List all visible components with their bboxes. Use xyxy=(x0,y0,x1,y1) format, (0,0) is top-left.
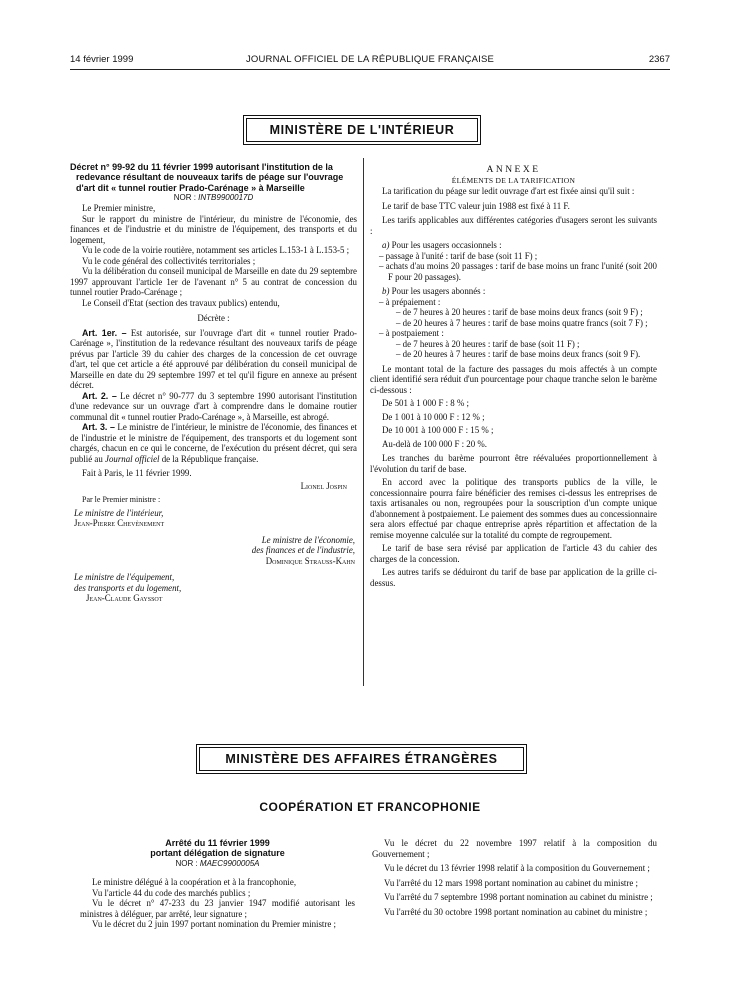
signature-economie-title-1: Le ministre de l'économie, xyxy=(261,534,355,545)
annexe-column xyxy=(370,165,657,588)
arrete-paragraph: Vu le décret du 22 novembre 1997 relatif à la composition du Gouvernement ; xyxy=(372,838,657,859)
annexe-heading: ANNEXE xyxy=(486,165,541,175)
decret-paragraph: Vu le code de la voirie routière, notamment ses articles L.153-1 à L.153-5 ; xyxy=(82,245,350,256)
signature-equipement-title-1: Le ministre de l'équipement, xyxy=(74,572,175,583)
arrete-paragraph: Vu l'article 44 du code des marchés publics ; xyxy=(92,887,251,898)
decret-article-1: Art. 1er. – Est autorisée, sur l'ouvrage d'art dit « tunnel routier Prado-Carénage », l'institution de la redevance résultant des nouveaux tarifs de péage prévus par l'article 39 du cahier des charges de la concession de cet ouvrage d'art, tel que cet article a été approuvé par délibération du conseil municipal de Marseille en date du 29 septembre 1997 et tel qu'il figure en annexe au présent décret. xyxy=(70,327,357,391)
annexe-paragraph: Le tarif de base sera révisé par application de l'article 43 du cahier des charges de la concession. xyxy=(370,543,657,564)
page-header xyxy=(70,54,670,68)
annexe-paragraph: Le tarif de base TTC valeur juin 1988 est fixé à 11 F. xyxy=(382,200,570,211)
bareme-tranche: De 1 001 à 10 000 F : 12 % ; xyxy=(382,411,485,422)
bareme-tranche: Au-delà de 100 000 F : 20 %. xyxy=(382,438,488,449)
ministry-heading-interieur: MINISTÈRE DE L'INTÉRIEUR xyxy=(246,118,478,142)
arrete-title: Arrêté du 11 février 1999 xyxy=(165,838,270,848)
annexe-paragraph: Le montant total de la facture des passages du mois affectés à un compte client identifié sera réduit d'un pourcentage pour chaque tranche selon le barème ci-dessous : xyxy=(370,363,657,395)
header-rule xyxy=(70,69,670,70)
signature-equipement-title-2: des transports et du logement, xyxy=(74,582,182,593)
decret-nor-code: INTB9900017D xyxy=(198,192,254,202)
annexe-list-item: – passage à l'unité : tarif de base (soit 11 F) ; xyxy=(379,250,538,261)
annexe-paragraph: La tarification du péage sur ledit ouvrage d'art est fixée ainsi qu'il suit : xyxy=(382,186,635,196)
annexe-list-item: – de 20 heures à 7 heures : tarif de base moins deux francs (soit 9 F). xyxy=(396,349,641,359)
header-page-number: 2367 xyxy=(648,54,670,65)
decret-paragraph: Vu le code général des collectivités territoriales ; xyxy=(82,255,256,266)
arrete-paragraph: Vu l'arrêté du 30 octobre 1998 portant nomination au cabinet du ministre ; xyxy=(384,906,648,917)
bareme-tranche: De 501 à 1 000 F : 8 % ; xyxy=(382,398,470,408)
decret-paragraph: Le Conseil d'Etat (section des travaux publics) entendu, xyxy=(82,297,280,308)
bareme-tranche: De 10 001 à 100 000 F : 15 % ; xyxy=(382,425,494,435)
decret-paragraph: Vu la délibération du conseil municipal de Marseille en date du 29 septembre 1997 approuvant l'article 1er de l'avenant n° 5 au contrat de concession du tunnel routier Prado-Carénage ; xyxy=(70,266,357,298)
annexe-list-item: – à prépaiement : xyxy=(379,296,441,307)
arrete-subtitle: portant délégation de signature xyxy=(150,848,285,859)
header-journal-title: JOURNAL OFFICIEL DE LA RÉPUBLIQUE FRANÇAISE xyxy=(245,54,495,65)
arrete-paragraph: Vu l'arrêté du 12 mars 1998 portant nomination au cabinet du ministre ; xyxy=(384,877,638,888)
decret-column xyxy=(70,162,357,604)
arrete-paragraph: Vu l'arrêté du 7 septembre 1998 portant nomination au cabinet du ministre ; xyxy=(384,892,653,902)
column-divider xyxy=(363,158,364,686)
arrete-paragraph: Vu le décret du 13 février 1998 relatif à la composition du Gouvernement ; xyxy=(384,863,650,873)
decret-fait: Fait à Paris, le 11 février 1999. xyxy=(82,468,192,479)
arrete-column-right xyxy=(372,838,657,917)
arrete-paragraph: Vu le décret du 2 juin 1997 portant nomination du Premier ministre ; xyxy=(92,919,336,930)
arrete-nor-code: MAEC9900005A xyxy=(199,858,260,868)
annexe-paragraph: Les autres tarifs se déduiront du tarif de base par application de la grille ci-dessus. xyxy=(370,567,657,588)
annexe-subheading: ÉLÉMENTS DE LA TARIFICATION xyxy=(451,175,576,185)
decret-article-3: Art. 3. – Le ministre de l'intérieur, le ministre de l'économie, des finances et de l'industrie et le ministre de l'équipement, des transports et du logement sont chargés, chacun en ce qui le concerne, de l'exécution du présent décret, qui sera publié au Journal officiel de la République française. xyxy=(70,422,357,464)
signature-interieur-title: Le ministre de l'intérieur, xyxy=(74,507,164,518)
signature-equipement-name: Jean-Claude Gayssot xyxy=(86,593,163,604)
decret-decrete: Décrète : xyxy=(197,313,230,324)
annexe-list-item: – achats d'au moins 20 passages : tarif de base moins un franc l'unité (soit 200 F pour 20 passages). xyxy=(379,261,657,282)
par-le-premier-ministre: Par le Premier ministre : xyxy=(82,495,161,505)
decret-article-2: Art. 2. – Le décret n° 90-777 du 3 septembre 1990 autorisant l'institution d'une redevance sur un ouvrage d'art à comprendre dans le domaine routier communal dit « tunnel routier Prado-Carénage », à Marseille, est abrogé. xyxy=(70,390,357,422)
arrete-paragraph: Le ministre délégué à la coopération et à la francophonie, xyxy=(92,877,297,888)
annexe-paragraph: Les tarifs applicables aux différentes catégories d'usagers seront les suivants : xyxy=(370,215,657,236)
annexe-paragraph: En accord avec la politique des transports publics de la ville, le concessionnaire pourra faire bénéficier des remises ci-dessus les entreprises de taxis artisanales ou non, regroupées pour la souscription d'un compte unique d'abonnement à postpaiement. Le paiement des sommes dues au concessionnaire sera alors effectué par chaque entreprise après répartition et affectation de la remise moyenne calculée sur la totalité du compte de regroupement. xyxy=(370,477,657,540)
decret-nor: NOR : INTB9900017D xyxy=(173,192,254,202)
signature-economie-name: Dominique Strauss-Kahn xyxy=(265,555,355,566)
signature-economie-title-2: des finances et de l'industrie, xyxy=(251,545,355,556)
annexe-paragraph: Les tranches du barème pourront être réévaluées proportionnellement à l'évolution du tarif de base. xyxy=(370,453,657,474)
decret-title: Décret n° 99-92 du 11 février 1999 autorisant l'institution de la redevance résultant de nouveaux tarifs de péage sur l'ouvrage d'art dit « tunnel routier Prado-Carénage » à Marseille xyxy=(70,162,344,193)
annexe-list-item: – à postpaiement : xyxy=(379,328,444,338)
annexe-case-b: b) Pour les usagers abonnés : xyxy=(382,286,486,296)
annexe-case-a: a) Pour les usagers occasionnels : xyxy=(382,240,502,250)
arrete-paragraph: Vu le décret n° 47-233 du 23 janvier 1947 modifié autorisant les ministres à déléguer, par arrêté, leur signature ; xyxy=(80,898,355,919)
arrete-nor: NOR : MAEC9900005A xyxy=(175,858,260,868)
annexe-list-item: – de 7 heures à 20 heures : tarif de base (soit 11 F) ; xyxy=(396,338,580,349)
signature-premier-ministre: Lionel Jospin xyxy=(300,480,347,491)
annexe-list-item: – de 7 heures à 20 heures : tarif de base moins deux francs (soit 9 F) ; xyxy=(396,307,643,317)
ministry-heading-affaires-etrangeres: MINISTÈRE DES AFFAIRES ÉTRANGÈRES xyxy=(199,747,524,771)
section-heading-cooperation: COOPÉRATION ET FRANCOPHONIE xyxy=(259,800,481,814)
signature-interieur-name: Jean-Pierre Chevènement xyxy=(74,518,165,529)
decret-paragraph: Sur le rapport du ministre de l'intérieur, du ministre de l'économie, des finances et de l'industrie et du ministre de l'équipement, des transports et du logement, xyxy=(70,213,357,245)
decret-paragraph: Le Premier ministre, xyxy=(82,203,156,214)
annexe-list-item: – de 20 heures à 7 heures : tarif de base moins quatre francs (soit 7 F) ; xyxy=(396,317,648,328)
arrete-column-left xyxy=(80,838,355,930)
header-date: 14 février 1999 xyxy=(70,54,134,65)
